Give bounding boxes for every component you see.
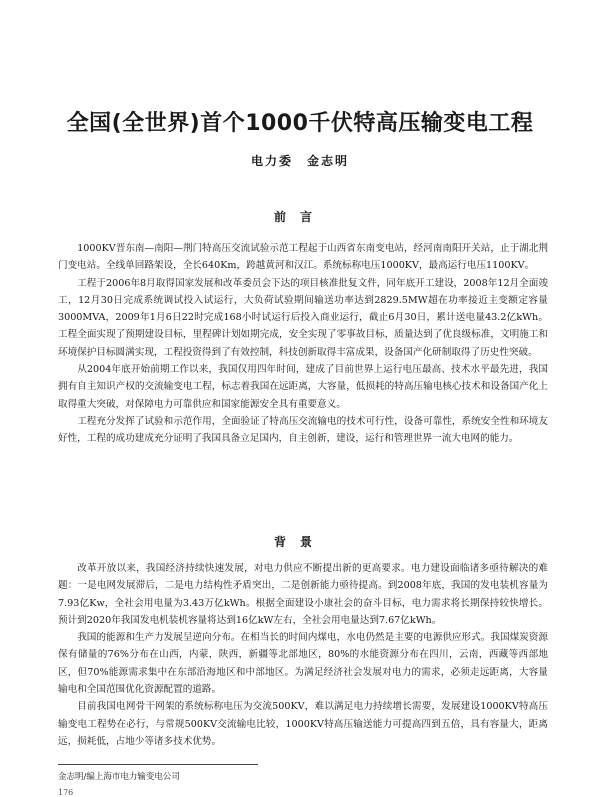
article-authors: 电力委 金志明 [250, 154, 349, 168]
footnote-rule [58, 764, 258, 765]
background-heading: 背景 [273, 535, 326, 549]
paragraph: 从2004年底开始前期工作以来，我国仅用四年时间，建成了目前世界上运行电压最高、技术水平最先进，我国拥有自主知识产权的交流输变电工程，标志着我国在远距离，大容量，低损耗的特高压输电核心技术和设备国产化上取得重大突破，对保障电力可靠供应和国家能源安全具有重要意义。 [58, 364, 548, 410]
article-title: 全国(全世界)首个1000千伏特高压输变电工程 [66, 111, 534, 136]
paragraph: 目前我国电网骨干网架的系统标称电压为交流500KV，难以满足电力持续增长需要，发展建设1000KV特高压输变电工程势在必行，与常规500KV交流输电比较，1000KV特高压输送能力可提高四到五倍，具有容量大，距离远，损耗低，占地少等诸多技术优势。 [58, 701, 548, 747]
background-section [58, 560, 548, 750]
paragraph: 改革开放以来，我国经济持续快速发展，对电力供应不断提出新的更高要求。电力建设面临诸多亟待解决的难题：一是电网发展滞后，二是电力结构性矛盾突出，二是创新能力亟待提高。到2008年底，我国的发电装机容量为7.93亿Kw，全社会用电量为3.43万亿kWh。根据全面建设小康社会的奋斗目标，电力需求将长期保持较快增长。预计到2020年我国发电机装机容量将达到16亿kW左右，全社会用电量达到7.67亿kWh。 [58, 563, 548, 626]
paragraph: 工程充分发挥了试验和示范作用，全面验证了特高压交流输电的技术可行性，设备可靠性，系统安全性和环境友好性，工程的成功建成充分证明了我国具备立足国内，自主创新，建设，运行和管理世界一流大电网的能力。 [58, 415, 548, 445]
preface-heading: 前言 [273, 210, 326, 224]
paragraph: 我国的能源和生产力发展呈逆向分布。在相当长的时间内煤电，水电仍然是主要的电源供应形式。我国煤炭资源保有储量的76%分布在山西，内蒙，陕西，新疆等北部地区，80%的水能资源分布在四川，云南，西藏等西部地区，但70%能源需求集中在东部沿海地区和中部地区。为满足经济社会发展对电力的需求，必须走远距离，大容量输电和全国范围优化资源配置的道路。 [58, 632, 548, 696]
paragraph: 工程于2006年8月取得国家发展和改革委员会下达的项目核准批复文件，同年底开工建设，2008年12月全面竣工，12月30日完成系统调试投入试运行，大负荷试验期间输送功率达到2829.5MW超在功率接近主变额定容量3000MVA，2009年1月6日22时完成168小时试运行后投入商业运行，截止6月30日，累计送电量43.2亿kWh。工程全面实现了预期建设目标，里程碑计划如期完成，安全实现了零事故目标，质量达到了优良级标准，文明施工和环境保护目标圆满实现，工程投资得到了有效控制，科技创新取得丰富成果，设备国产化研制取得了历史性突破。 [58, 277, 548, 358]
footnote: 金志明/编上海市电力输变电公司 [58, 772, 180, 782]
page-number: 176 [58, 788, 74, 797]
paragraph: 1000KV晋东南—南阳—荆门特高压交流试验示范工程起于山西省东南变电站，经河南南阳开关站，止于湖北荆门变电站。全线单回路架设，全长640Km，跨越黄河和汉江。系统标称电压1000KV，最高运行电压1100KV。 [58, 243, 548, 272]
preface-section [58, 240, 548, 448]
